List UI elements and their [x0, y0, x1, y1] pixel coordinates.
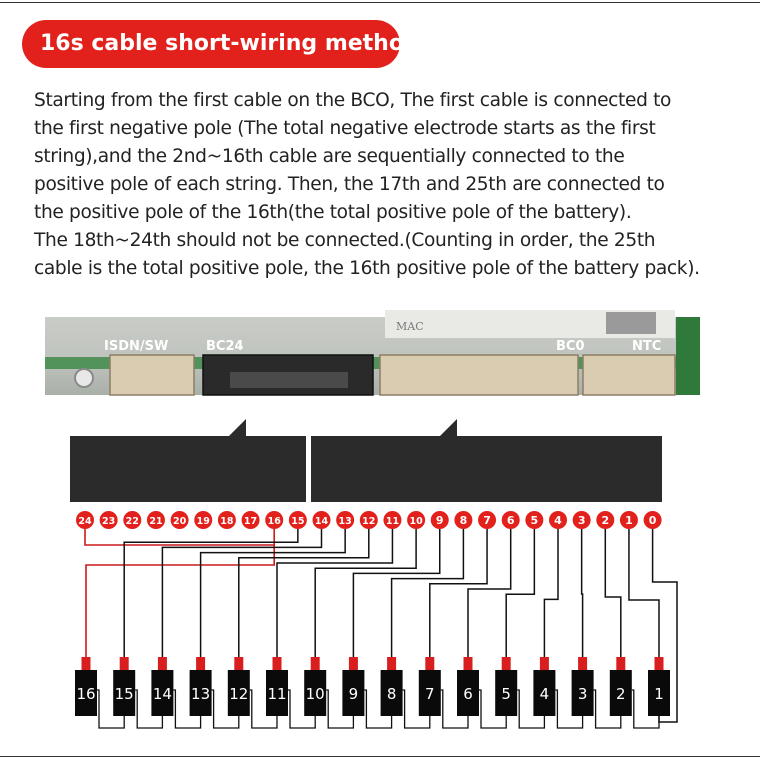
pin-label: 20 [172, 516, 187, 527]
bottom-divider [0, 756, 760, 757]
pin-label: 16 [267, 516, 281, 527]
cell-positive-terminal [158, 657, 167, 670]
cell-label: 7 [425, 685, 435, 703]
description-line: string),and the 2nd~16th cable are sequentially connected to the [34, 146, 625, 167]
board-label-ntc: NTC [632, 339, 662, 354]
description-line: the first negative pole (The total negative electrode starts as the first [34, 118, 656, 139]
pin-label: 9 [435, 514, 444, 527]
connector-isdn [110, 355, 194, 395]
sense-wire-15 [124, 529, 298, 662]
cell-positive-terminal [502, 657, 511, 670]
link-wire-to-cell-16 [86, 545, 274, 662]
pin-label: 17 [243, 516, 258, 527]
cell-positive-terminal [120, 657, 129, 670]
sense-wire-9 [353, 529, 439, 662]
pin-label: 21 [149, 516, 163, 527]
cell-positive-terminal [82, 657, 91, 670]
connector-pointer-right [439, 419, 457, 437]
pin-label: 2 [601, 514, 610, 527]
cell-positive-terminal [464, 657, 473, 670]
pin-label: 4 [554, 514, 562, 527]
cell-label: 10 [305, 685, 325, 703]
cable-connector-right [311, 436, 662, 502]
connector-pointer-left [228, 419, 246, 437]
cell-label: 11 [267, 685, 287, 703]
sense-wire-1 [629, 529, 659, 662]
pin-label: 6 [506, 514, 515, 527]
pin-label: 18 [220, 516, 234, 527]
cell-label: 1 [654, 685, 664, 703]
pin-label: 5 [530, 514, 539, 527]
cable-connector-left [70, 436, 306, 502]
pin-label: 3 [577, 514, 586, 527]
bms-board [45, 310, 700, 395]
pin-label: 12 [362, 516, 376, 527]
sense-wire-3 [582, 529, 583, 662]
cell-label: 15 [114, 685, 134, 703]
mounting-hole [75, 369, 93, 387]
pin-labels [76, 511, 662, 529]
board-label-isdn: ISDN/SW [104, 339, 169, 354]
sense-wire-11 [277, 529, 392, 662]
cell-label: 13 [191, 685, 211, 703]
connector-ntc [583, 355, 675, 395]
cell-label: 3 [577, 685, 588, 703]
cell-label: 4 [539, 685, 550, 703]
sense-wire-13 [201, 529, 346, 662]
connector-bc24-slot [230, 372, 348, 388]
cell-positive-terminal [196, 657, 205, 670]
battery-cells [75, 657, 670, 716]
mac-label-text: MAC [396, 320, 424, 333]
cell-positive-terminal [578, 657, 587, 670]
sense-wire-2 [605, 529, 621, 662]
cell-positive-terminal [616, 657, 625, 670]
pin-label: 24 [78, 516, 92, 527]
sense-wire-6 [468, 529, 511, 662]
cell-positive-terminal [349, 657, 358, 670]
description-line: Starting from the first cable on the BCO, The first cable is connected to [34, 90, 672, 111]
description-line: positive pole of each string. Then, the 17th and 25th are connected to [34, 174, 665, 195]
pin-label: 10 [409, 516, 423, 527]
pin-label: 14 [314, 516, 329, 527]
cell-positive-terminal [425, 657, 434, 670]
sense-wire-8 [392, 529, 464, 662]
connector-bc0 [380, 355, 578, 395]
pcb-green-edge [676, 317, 700, 395]
description-line: The 18th~24th should not be connected.(Counting in order, the 25th [34, 230, 656, 251]
cell-positive-terminal [655, 657, 664, 670]
cell-positive-terminal [540, 657, 549, 670]
sense-wire-12 [239, 529, 369, 662]
pin-label: 0 [648, 514, 657, 527]
pin-label: 7 [483, 514, 491, 527]
sense-wire-7 [430, 529, 487, 662]
cell-positive-terminal [234, 657, 243, 670]
section-title: 16s cable short-wiring method [22, 20, 400, 68]
description-line: the positive pole of the 16th(the total positive pole of the battery). [34, 202, 632, 223]
sense-wire-4 [544, 529, 558, 662]
pin-label: 23 [102, 516, 116, 527]
description-line: cable is the total positive pole, the 16th positive pole of the battery pack). [34, 258, 700, 279]
cell-label: 14 [152, 685, 172, 703]
cell-label: 12 [229, 685, 249, 703]
pin-label: 22 [125, 516, 139, 527]
sense-wire-10 [315, 529, 416, 662]
qr-code [606, 312, 656, 334]
pin-label: 13 [338, 516, 352, 527]
board-label-bc0: BC0 [556, 339, 585, 354]
pin-label: 15 [291, 516, 305, 527]
cell-label: 9 [348, 685, 359, 703]
pin-label: 1 [625, 514, 633, 527]
cable-connectors [70, 419, 662, 502]
cell-positive-terminal [387, 657, 396, 670]
cell-label: 16 [76, 685, 96, 703]
cell-positive-terminal [273, 657, 282, 670]
cell-positive-terminal [311, 657, 320, 670]
sense-wire-14 [162, 529, 321, 662]
cell-label: 2 [616, 685, 626, 703]
cell-label: 8 [386, 685, 397, 703]
pin-label: 8 [459, 514, 468, 527]
cell-label: 6 [463, 685, 473, 703]
pin-label: 11 [385, 516, 400, 527]
cell-label: 5 [501, 685, 511, 703]
board-label-bc24: BC24 [206, 339, 244, 354]
pin-label: 19 [196, 516, 210, 527]
